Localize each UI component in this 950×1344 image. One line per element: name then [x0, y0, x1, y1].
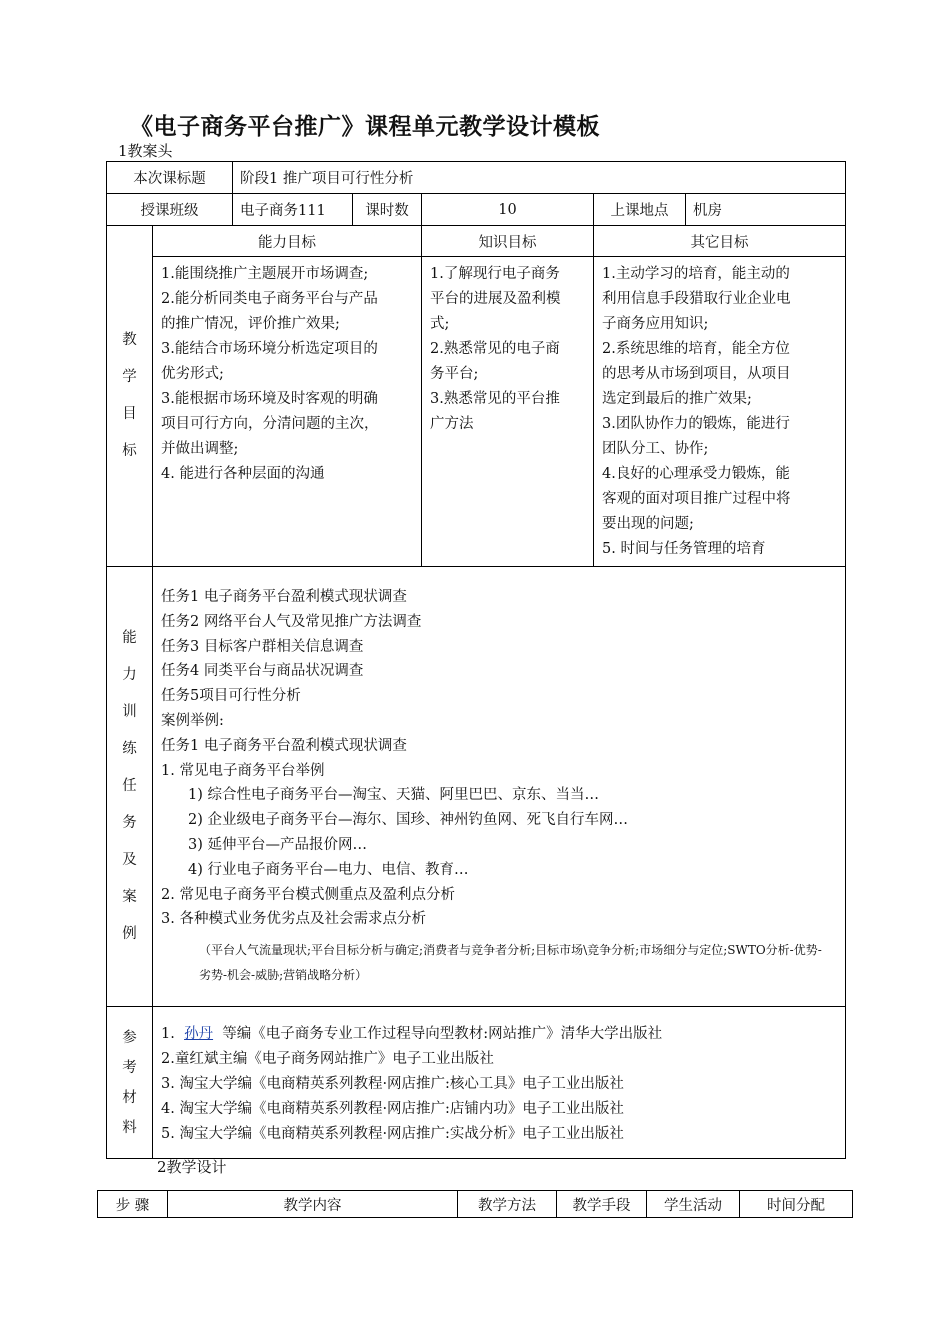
section-1-label: 1教案头	[118, 142, 173, 160]
reference-item: 3. 淘宝大学编《电商精英系列教程·网店推广:核心工具》电子工业出版社	[161, 1076, 624, 1092]
topic-label: 本次课标题	[107, 162, 233, 194]
location-label: 上课地点	[594, 194, 686, 226]
task-line: 2. 常见电子商务平台模式侧重点及盈利点分析	[161, 886, 455, 903]
section-2-label: 2教学设计	[157, 1158, 227, 1176]
class-label: 授课班级	[107, 194, 233, 226]
hours-value: 10	[422, 194, 594, 226]
goals-row-label: 教 学 目 标	[107, 226, 153, 567]
reference-item: 1. 孙丹 等编《电子商务专业工作过程导向型教材:网站推广》清华大学出版社	[161, 1026, 663, 1042]
sub-line: 4) 行业电子商务平台—电力、电信、教育…	[188, 861, 469, 878]
hours-label: 课时数	[353, 194, 422, 226]
page-title: 《电子商务平台推广》课程单元教学设计模板	[130, 114, 600, 140]
class-row	[107, 194, 846, 226]
task-line: 任务5项目可行性分析	[161, 688, 301, 705]
content-header: 教学内容	[168, 1191, 458, 1218]
references-row-label: 参 考 材 料	[107, 1007, 153, 1159]
task-line: 3. 各种模式业务优劣点及社会需求点分析	[161, 911, 426, 928]
activity-header: 学生活动	[647, 1191, 740, 1218]
goals-content-row	[107, 257, 846, 567]
references-content	[153, 1007, 846, 1159]
ability-goal-header: 能力目标	[153, 226, 422, 257]
task-line: 任务4 同类平台与商品状况调查	[161, 663, 364, 680]
sub-line: 2) 企业级电子商务平台—海尔、国珍、神州钓鱼网、死飞自行车网…	[188, 812, 628, 829]
task-line: 1. 常见电子商务平台举例	[161, 762, 325, 779]
other-goal-header: 其它目标	[594, 226, 846, 257]
lesson-header-table	[106, 161, 846, 1159]
design-table	[97, 1190, 853, 1218]
topic-value: 阶段1 推广项目可行性分析	[233, 162, 846, 194]
location-value: 机房	[686, 194, 846, 226]
tasks-content	[153, 567, 846, 1007]
case-label: 案例举例:	[161, 712, 224, 729]
time-header: 时间分配	[740, 1191, 853, 1218]
tasks-row	[107, 567, 846, 1007]
task-line: 任务3 目标客户群相关信息调查	[161, 638, 364, 655]
design-header-row	[98, 1191, 853, 1218]
task-line: 任务1 电子商务平台盈利模式现状调查	[161, 589, 407, 605]
ability-goals: 1.能围绕推广主题展开市场调查; 2.能分析同类电子商务平台与产品 的推广情况，评价推广效果; 3.能结合市场环境分析选定项目的 优劣形式; 3.能根据市场环境及时客观的明确 项目可行方向，分清问题的主次， 并做出调整; 4. 能进行各种层面的沟通	[153, 257, 422, 567]
means-header: 教学手段	[557, 1191, 647, 1218]
references-row	[107, 1007, 846, 1159]
knowledge-goals: 1.了解现行电子商务 平台的进展及盈利模 式; 2.熟悉常见的电子商 务平台; 3.熟悉常见的平台推 广方法	[422, 257, 594, 567]
reference-item: 5. 淘宝大学编《电商精英系列教程·网店推广:实战分析》电子工业出版社	[161, 1126, 624, 1142]
step-header: 步 骤	[98, 1191, 168, 1218]
task-line: 任务2 网络平台人气及常见推广方法调查	[161, 613, 422, 630]
other-goals: 1.主动学习的培育，能主动的 利用信息手段猎取行业企业电 子商务应用知识; 2.系统思维的培育，能全方位 的思考从市场到项目，从项目 选定到最后的推广效果; 3.团队协作力的锻炼，能进行 团队分工、协作; 4.良好的心理承受力锻炼，能 客观的面对项目推广过程中将 要出现的问题; 5. 时间与任务管理的培育	[594, 257, 846, 567]
task-line: 任务1 电子商务平台盈利模式现状调查	[161, 737, 407, 754]
analysis-note: （平台人气流量现状;平台目标分析与确定;消费者与竞争者分析;目标市场\竞争分析;市场细分与定位;SWTO分析-优势-劣势-机会-威胁;营销战略分析）	[199, 943, 822, 983]
sub-line: 1) 综合性电子商务平台—淘宝、天猫、阿里巴巴、京东、当当…	[188, 787, 599, 804]
reference-item: 2.童红斌主编《电子商务网站推广》电子工业出版社	[161, 1051, 494, 1067]
topic-row	[107, 162, 846, 194]
knowledge-goal-header: 知识目标	[422, 226, 594, 257]
sub-line: 3) 延伸平台—产品报价网…	[188, 836, 367, 853]
goals-header-row	[107, 226, 846, 257]
method-header: 教学方法	[458, 1191, 557, 1218]
tasks-row-label: 能 力 训 练 任 务 及 案 例	[107, 567, 153, 1007]
author-link[interactable]: 孙丹	[184, 1026, 214, 1042]
class-value: 电子商务111	[233, 194, 353, 226]
reference-item: 4. 淘宝大学编《电商精英系列教程·网店推广:店铺内功》电子工业出版社	[161, 1101, 624, 1117]
